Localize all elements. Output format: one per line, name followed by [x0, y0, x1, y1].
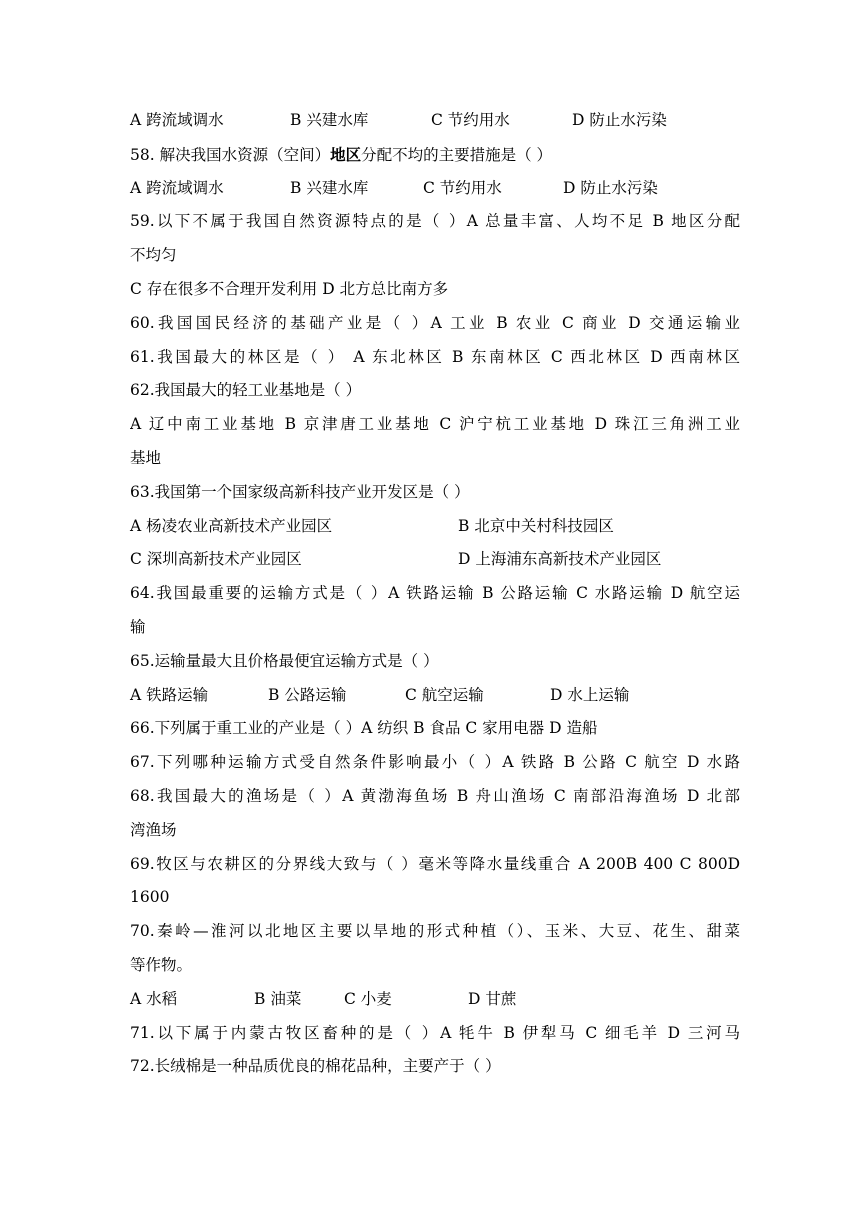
question-59-options: C 存在很多不合理开发利用 D 北方总比南方多: [130, 279, 449, 298]
question-62-options: A 辽中南工业基地 B 京津唐工业基地 C 沪宁杭工业基地 D 珠江三角洲工业: [130, 415, 740, 434]
question-59-continued: 不均匀: [130, 246, 177, 265]
question-64-continued: 输: [130, 617, 146, 636]
question-64: 64.我国最重要的运输方式是（ ）A 铁路运输 B 公路运输 C 水路运输 D 航空运: [130, 584, 740, 603]
question-69-continued: 1600: [130, 888, 170, 907]
question-62: 62.我国最大的轻工业基地是（ ）: [130, 381, 362, 400]
option-d: D 上海浦东高新技术产业园区: [458, 550, 662, 569]
option-b: B 兴建水库: [290, 111, 369, 129]
option-c: C 航空运输: [405, 685, 484, 704]
question-58-bold-term: 地区: [330, 144, 362, 164]
answer-options-line: [130, 104, 740, 138]
question-66: 66.下列属于重工业的产业是（ ）A 纺织 B 食品 C 家用电器 D 造船: [130, 719, 598, 738]
question-58-start: 58. 解决我国水资源（空间）: [130, 145, 331, 164]
option-b: B 公路运输: [268, 685, 347, 704]
question-67: 67.下列哪种运输方式受自然条件影响最小（ ）A 铁路 B 公路 C 航空 D 水路: [130, 753, 740, 772]
option-d: D 水上运输: [550, 685, 630, 704]
question-65-options: [130, 679, 740, 713]
question-61: 61.我国最大的林区是（ ） A 东北林区 B 东南林区 C 西北林区 D 西南林区: [130, 347, 740, 366]
question-68-continued: 湾渔场: [130, 820, 177, 839]
option-b: B 油菜: [254, 989, 302, 1008]
question-58: [130, 138, 740, 172]
option-a: A 跨流域调水: [130, 111, 224, 129]
question-69: 69.牧区与农耕区的分界线大致与（ ）毫米等降水量线重合 A 200B 400 C 800D: [130, 854, 740, 873]
document-body: [130, 104, 740, 1084]
question-62-options-continued: 基地: [130, 448, 162, 467]
option-b: B 北京中关村科技园区: [458, 516, 614, 535]
option-c: C 节约用水: [431, 111, 510, 129]
option-a: A 跨流域调水: [130, 178, 224, 197]
option-c: C 节约用水: [423, 178, 502, 197]
option-c: C 深圳高新技术产业园区: [130, 550, 302, 569]
option-a: A 杨凌农业高新技术产业园区: [130, 516, 333, 535]
question-70: 70.秦岭—淮河以北地区主要以旱地的形式种植（）、玉米、大豆、花生、甜菜: [130, 922, 740, 941]
answer-options-line: [130, 172, 740, 206]
option-d: D 防止水污染: [563, 178, 658, 197]
question-63-options-row-1: [130, 510, 740, 544]
option-a: A 水稻: [130, 989, 178, 1008]
question-59: 59.以下不属于我国自然资源特点的是（ ）A 总量丰富、人均不足 B 地区分配: [130, 212, 740, 231]
option-c: C 小麦: [344, 989, 392, 1008]
question-63-options-row-2: [130, 543, 740, 577]
option-b: B 兴建水库: [290, 178, 369, 197]
question-70-options: [130, 983, 740, 1017]
question-68: 68.我国最大的渔场是（ ）A 黄渤海鱼场 B 舟山渔场 C 南部沿海渔场 D 北部: [130, 786, 740, 805]
option-d: D 甘蔗: [468, 989, 517, 1008]
question-71: 71.以下属于内蒙古牧区畜种的是（ ）A 牦牛 B 伊犁马 C 细毛羊 D 三河马: [130, 1023, 740, 1042]
option-d: D 防止水污染: [572, 111, 667, 129]
question-72: 72.长绒棉是一种品质优良的棉花品种，主要产于（ ）: [130, 1057, 501, 1076]
question-58-end: 分配不均的主要措施是（ ）: [361, 145, 553, 164]
question-70-continued: 等作物。: [130, 955, 193, 974]
option-a: A 铁路运输: [130, 685, 209, 704]
question-63: 63.我国第一个国家级高新科技产业开发区是（ ）: [130, 482, 470, 501]
question-60: 60.我国国民经济的基础产业是（ ）A 工业 B 农业 C 商业 D 交通运输业: [130, 313, 740, 332]
question-65: 65.运输量最大且价格最便宜运输方式是（ ）: [130, 651, 439, 670]
